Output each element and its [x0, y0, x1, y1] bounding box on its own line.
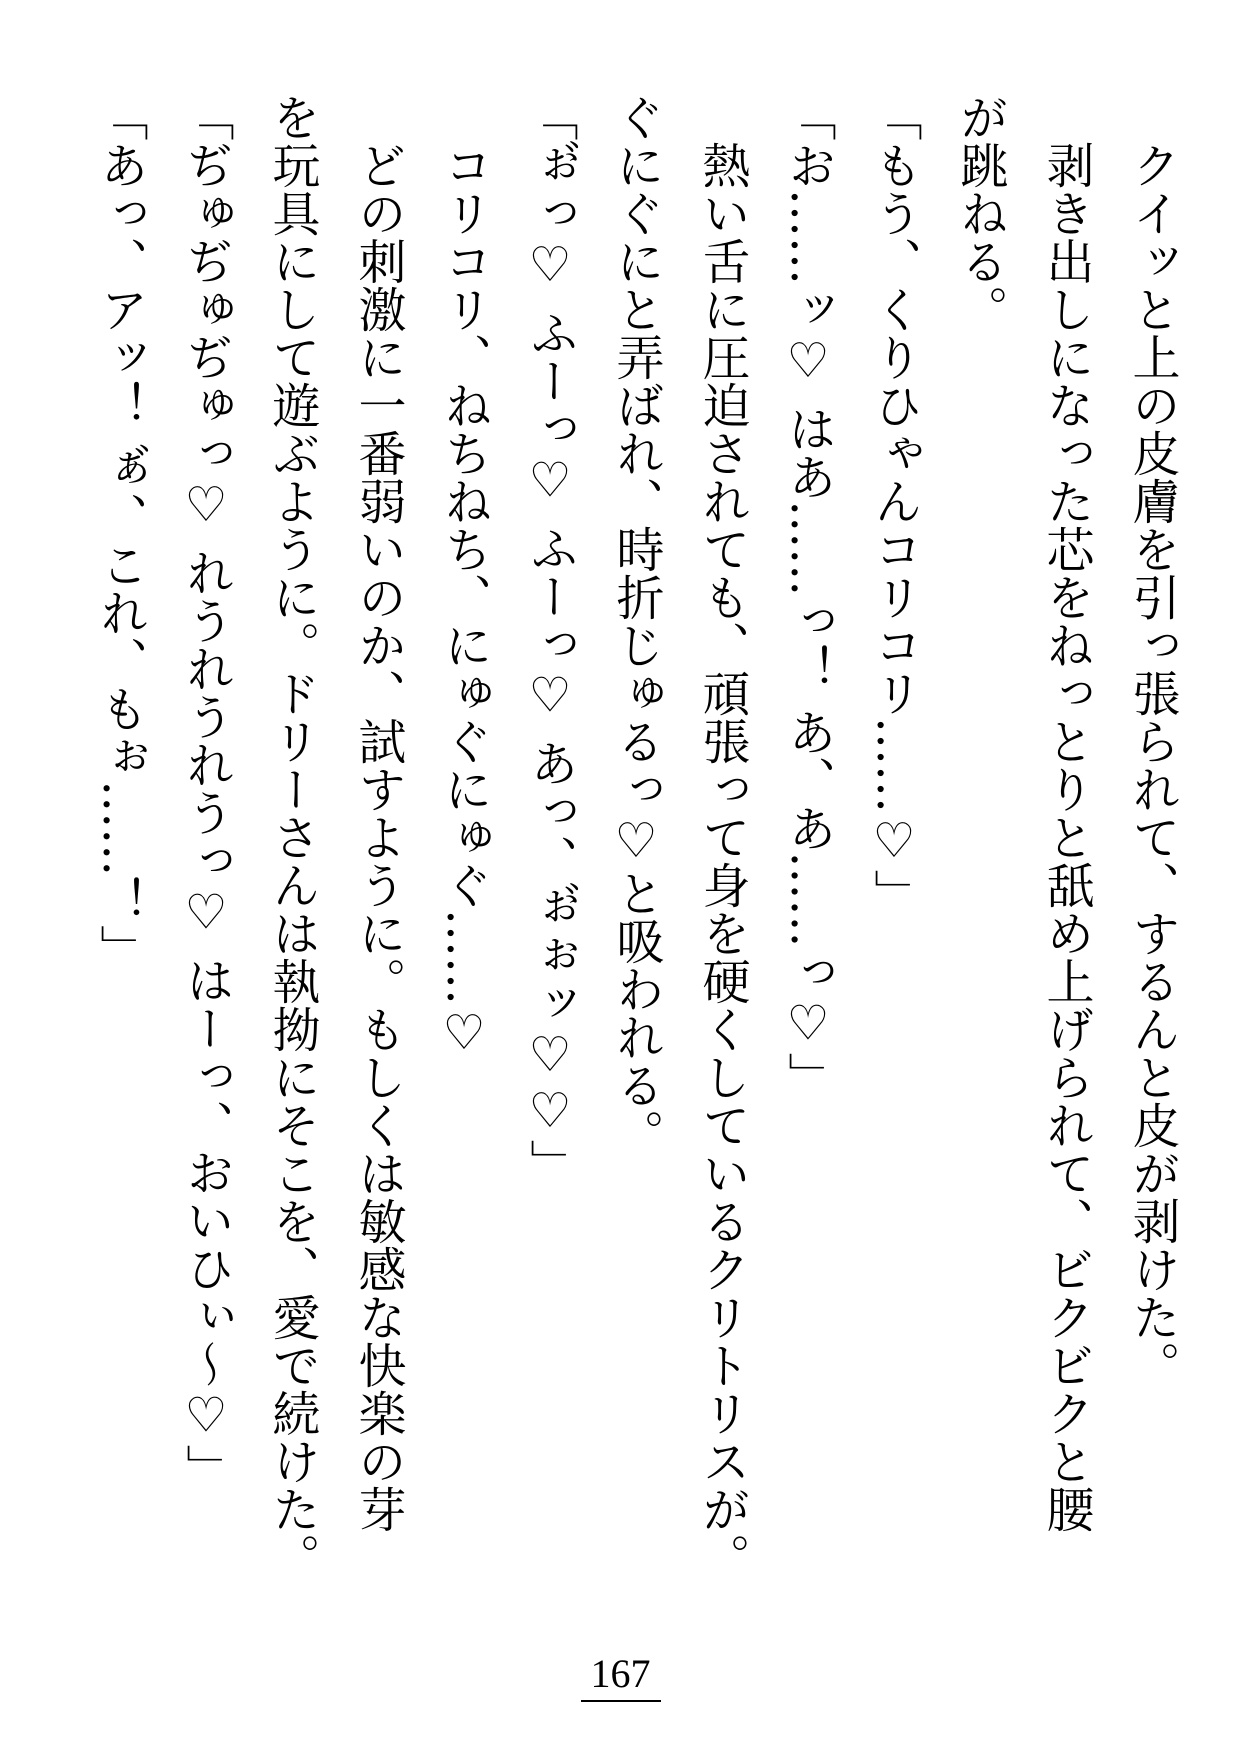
text-column: を玩具にして遊ぶように。ドリーさんは執拗にそこを、愛で続けた。: [264, 93, 320, 1581]
text-column: 「お……ッ♡ はあ……っ！ あ、あ……っ♡」: [780, 93, 836, 1100]
text-column: ぐにぐにと弄ばれ、時折じゅるっ♡と吸われる。: [608, 93, 664, 1157]
text-block: [77, 93, 1195, 1581]
text-column: 「ぢゅぢゅぢゅっ♡ れうれうれうっ♡ はーっ、おいひぃ〜♡」: [178, 93, 234, 1492]
text-column: 剥き出しになった芯をねっとりと舐め上げられて、ビクビクと腰: [1038, 141, 1094, 1533]
text-column: クイッと上の皮膚を引っ張られて、するんと皮が剥けた。: [1124, 141, 1180, 1389]
text-column: 「ぉ゙っ♡ ふーっ♡ ふーっ♡ あっ、ぉ゙ぉッ♡♡」: [522, 93, 578, 1187]
page-number: 167: [581, 1652, 661, 1702]
text-column: 熱い舌に圧迫されても、頑張って身を硬くしているクリトリスが。: [694, 141, 750, 1581]
text-column: コリコリ、ねちねち、にゅぐにゅぐ……♡: [436, 141, 492, 1061]
text-column: 「あっ、アッ！ ぁ゙、これ、もぉ……！」: [92, 93, 148, 973]
text-column: が跳ねる。: [952, 93, 1008, 333]
text-column: どの刺激に一番弱いのか、試すように。もしくは敏感な快楽の芽: [350, 141, 406, 1533]
text-column: 「もう、くりひゃんコリコリ……♡」: [866, 93, 922, 917]
